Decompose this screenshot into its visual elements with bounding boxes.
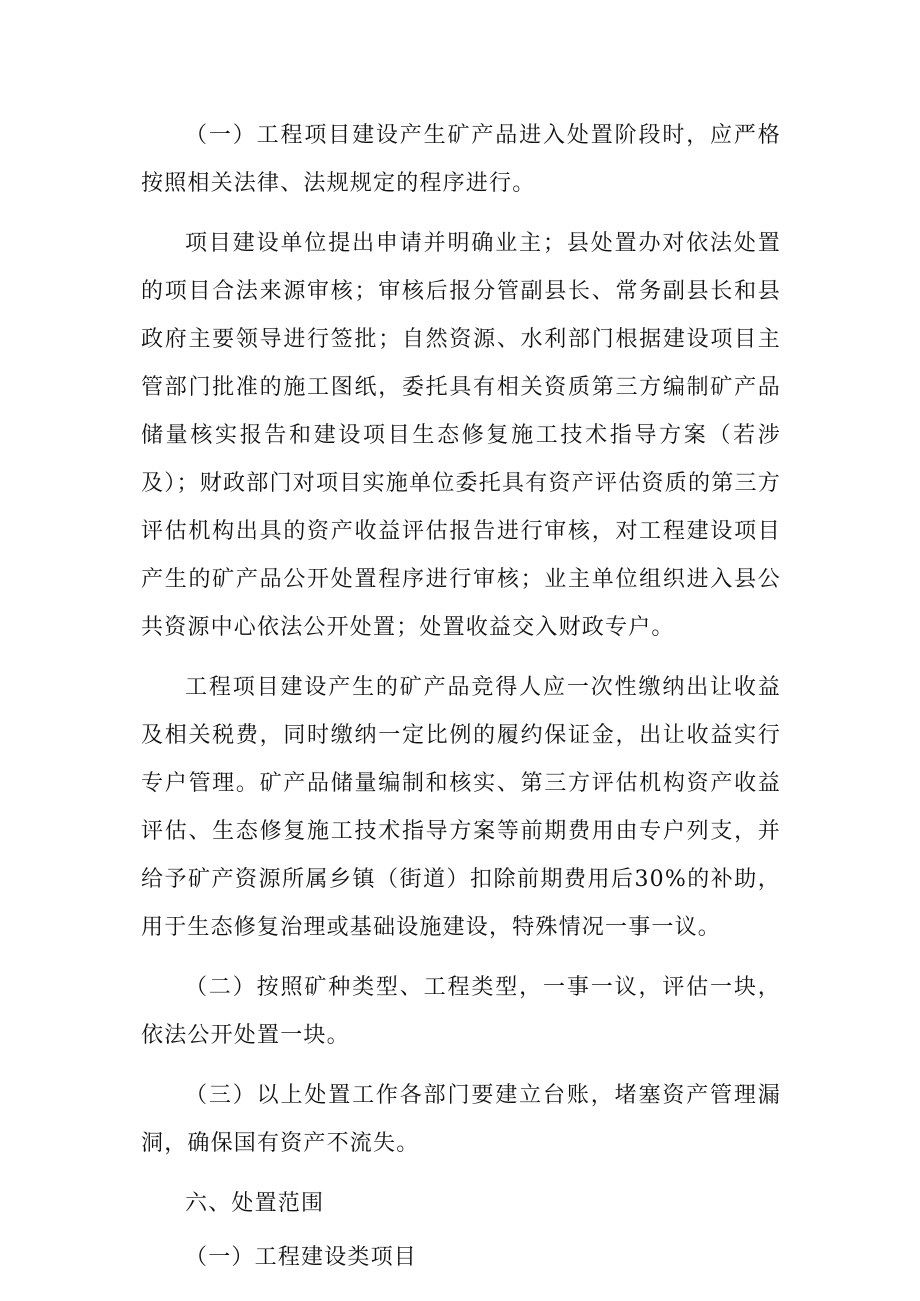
paragraph-revenue-management: 工程项目建设产生的矿产品竞得人应一次性缴纳出让收益及相关税费，同时缴纳一定比例的履约保证金，出让收益实行专户管理。矿产品储量编制和核实、第三方评估机构资产收益评估、生态修复施工技术指导方案等前期费用由专户列支，并给予矿产资源所属乡镇（街道）扣除前期费用后30%的补助，用于生态修复治理或基础设施建设，特殊情况一事一议。 [141,675,781,940]
document-body [141,112,781,1282]
paragraph-procedure-intro: （一）工程项目建设产生矿产品进入处置阶段时，应严格按照相关法律、法规规定的程序进行。 [141,123,781,196]
paragraph-item-two: （二）按照矿种类型、工程类型，一事一议，评估一块，依法公开处置一块。 [141,975,781,1048]
paragraph-item-three: （三）以上处置工作各部门要建立台账，堵塞资产管理漏洞，确保国有资产不流失。 [141,1083,781,1156]
paragraph-procedure-steps: 项目建设单位提出申请并明确业主；县处置办对依法处置的项目合法来源审核；审核后报分管副县长、常务副县长和县政府主要领导进行签批；自然资源、水利部门根据建设项目主管部门批准的施工图纸，委托具有相关资质第三方编制矿产品储量核实报告和建设项目生态修复施工技术指导方案（若涉及）；财政部门对项目实施单位委托具有资产评估资质的第三方评估机构出具的资产收益评估报告进行审核，对工程建设项目产生的矿产品公开处置程序进行审核；业主单位组织进入县公共资源中心依法公开处置；处置收益交入财政专户。 [141,231,781,640]
subsection-heading-engineering: （一）工程建设类项目 [185,1245,418,1270]
section-heading-scope: 六、处置范围 [185,1191,325,1216]
